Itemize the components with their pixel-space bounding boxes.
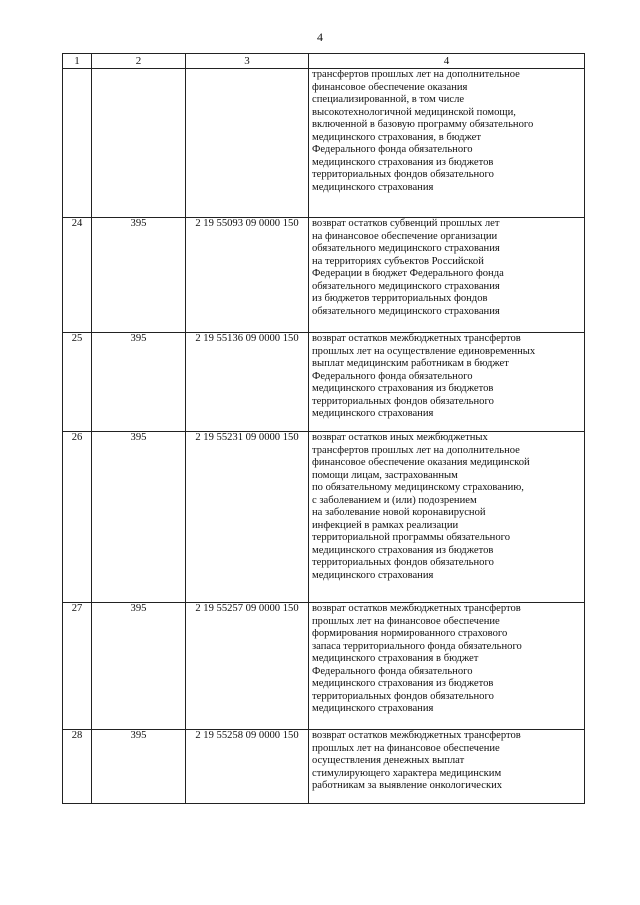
description-line: медицинского страхования из бюджетов — [312, 383, 494, 395]
description-line: финансовое обеспечение оказания — [312, 81, 468, 93]
description-line: формирования нормированного страхового — [312, 628, 508, 640]
budget-classification-code-cell: 2 19 55136 09 0000 150 — [186, 333, 309, 432]
description-cell — [309, 218, 585, 333]
column-header-4: 4 — [309, 54, 585, 69]
description-line: возврат остатков субвенций прошлых лет — [312, 218, 500, 229]
description-line: медицинского страхования, в бюджет — [312, 131, 482, 143]
description-line: осуществления денежных выплат — [312, 755, 465, 767]
table-row — [63, 730, 585, 804]
table-row — [63, 218, 585, 333]
description-line: специализированной, в том числе — [312, 94, 465, 106]
budget-classification-code-cell: 2 19 55231 09 0000 150 — [186, 432, 309, 603]
description-line: Федерального фонда обязательного — [312, 665, 473, 677]
description-line: территориальных фондов обязательного — [312, 169, 494, 181]
description-cell — [309, 730, 585, 804]
row-number-cell: 26 — [63, 432, 92, 603]
table-header-row — [63, 54, 585, 69]
description-line: из бюджетов территориальных фондов — [312, 293, 488, 305]
description-line: по обязательному медицинскому страхованию, — [312, 482, 524, 494]
description-line: медицинского страхования — [312, 703, 434, 715]
description-line: трансфертов прошлых лет на дополнительное — [312, 444, 520, 456]
admin-code-cell: 395 — [92, 432, 186, 603]
description-line: прошлых лет на осуществление единовременных — [312, 345, 536, 357]
description-line: запаса территориального фонда обязательного — [312, 640, 522, 652]
description-cell — [309, 333, 585, 432]
description-cell — [309, 432, 585, 603]
description-line: включенной в базовую программу обязательного — [312, 119, 534, 131]
description-line: Федерации в бюджет Федерального фонда — [312, 268, 504, 280]
description-line: медицинского страхования — [312, 181, 434, 193]
description-line: финансовое обеспечение оказания медицинской — [312, 457, 530, 469]
budget-classification-code-cell: 2 19 55258 09 0000 150 — [186, 730, 309, 804]
table-row — [63, 432, 585, 603]
budget-codes-table — [62, 53, 585, 804]
description-line: прошлых лет на финансовое обеспечение — [312, 742, 500, 754]
budget-classification-code-cell: 2 19 55093 09 0000 150 — [186, 218, 309, 333]
description-line: медицинского страхования из бюджетов — [312, 678, 494, 690]
description-line: возврат остатков межбюджетных трансфертов — [312, 603, 521, 614]
admin-code-cell: 395 — [92, 603, 186, 730]
description-line: помощи лицам, застрахованным — [312, 469, 458, 481]
description-line: медицинского страхования — [312, 570, 434, 582]
description-line: с заболеванием и (или) подозрением — [312, 494, 477, 506]
description-line: на заболевание новой коронавирусной — [312, 507, 486, 519]
description-line: трансфертов прошлых лет на дополнительное — [312, 69, 520, 80]
description-line: инфекцией в рамках реализации — [312, 519, 459, 531]
description-line: возврат остатков межбюджетных трансфертов — [312, 730, 521, 741]
description-line: территориальных фондов обязательного — [312, 395, 494, 407]
admin-code-cell — [92, 69, 186, 218]
description-line: возврат остатков иных межбюджетных — [312, 432, 488, 443]
table-row — [63, 69, 585, 218]
description-line: работникам за выявление онкологических — [312, 780, 503, 792]
budget-classification-code-cell: 2 19 55257 09 0000 150 — [186, 603, 309, 730]
description-line: обязательного медицинского страхования — [312, 280, 500, 292]
description-line: возврат остатков межбюджетных трансфертов — [312, 333, 521, 344]
row-number-cell: 25 — [63, 333, 92, 432]
row-number-cell: 27 — [63, 603, 92, 730]
table-row — [63, 603, 585, 730]
description-line: стимулирующего характера медицинским — [312, 767, 502, 779]
description-line: выплат медицинским работникам в бюджет — [312, 358, 509, 370]
description-line: на финансовое обеспечение организации — [312, 230, 498, 242]
row-number-cell — [63, 69, 92, 218]
description-line: территориальной программы обязательного — [312, 532, 511, 544]
description-line: Федерального фонда обязательного — [312, 370, 473, 382]
description-line: прошлых лет на финансовое обеспечение — [312, 615, 500, 627]
description-line: медицинского страхования — [312, 408, 434, 420]
description-line: территориальных фондов обязательного — [312, 690, 494, 702]
description-line: на территориях субъектов Российской — [312, 255, 484, 267]
admin-code-cell: 395 — [92, 218, 186, 333]
row-number-cell: 24 — [63, 218, 92, 333]
description-line: высокотехнологичной медицинской помощи, — [312, 106, 516, 118]
description-cell — [309, 69, 585, 218]
column-header-1: 1 — [63, 54, 92, 69]
column-header-2: 2 — [92, 54, 186, 69]
description-line: медицинского страхования из бюджетов — [312, 156, 494, 168]
page-number: 4 — [317, 30, 323, 44]
admin-code-cell: 395 — [92, 730, 186, 804]
column-header-3: 3 — [186, 54, 309, 69]
admin-code-cell: 395 — [92, 333, 186, 432]
table-row — [63, 333, 585, 432]
description-cell — [309, 603, 585, 730]
row-number-cell: 28 — [63, 730, 92, 804]
description-line: медицинского страхования в бюджет — [312, 653, 479, 665]
description-line: территориальных фондов обязательного — [312, 557, 494, 569]
description-line: Федерального фонда обязательного — [312, 144, 473, 156]
description-line: обязательного медицинского страхования — [312, 305, 500, 317]
description-line: обязательного медицинского страхования — [312, 243, 500, 255]
budget-classification-code-cell — [186, 69, 309, 218]
description-line: медицинского страхования из бюджетов — [312, 544, 494, 556]
